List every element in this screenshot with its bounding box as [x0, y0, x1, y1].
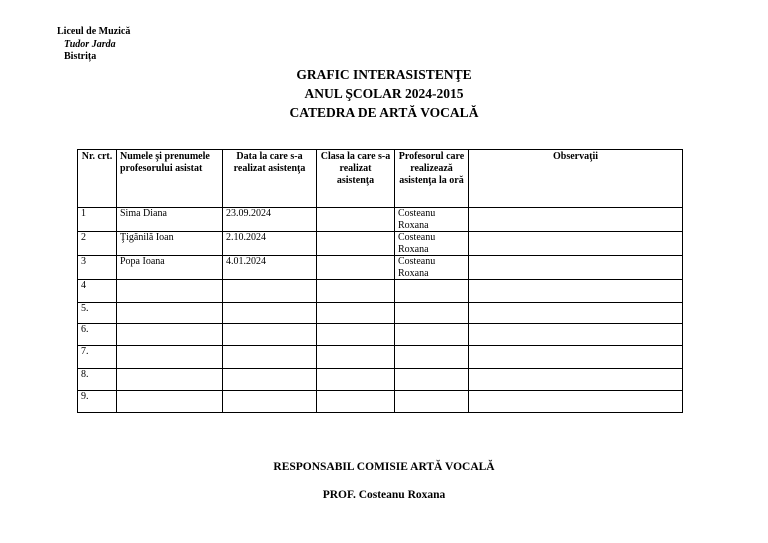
cell-name: [117, 369, 223, 391]
attendance-table: [77, 149, 683, 413]
cell-name: Popa Ioana: [117, 256, 223, 280]
cell-nr: 8.: [78, 369, 117, 391]
cell-class: [317, 232, 395, 256]
cell-name: Sima Diana: [117, 208, 223, 232]
table-row: [78, 232, 683, 256]
cell-class: [317, 303, 395, 324]
school-patron: Tudor Jarda: [64, 38, 116, 50]
cell-observations: [469, 391, 683, 413]
school-name: Liceul de Muzică: [57, 26, 131, 37]
cell-date: [223, 303, 317, 324]
cell-professor: [395, 346, 469, 369]
title-line-2: ANUL ŞCOLAR 2024-2015: [304, 86, 464, 101]
cell-professor: [395, 303, 469, 324]
cell-observations: [469, 280, 683, 303]
responsible-name: PROF. Costeanu Roxana: [322, 489, 446, 501]
cell-date: 4.01.2024: [223, 256, 317, 280]
cell-date: [223, 280, 317, 303]
document-title: [0, 65, 768, 122]
cell-name: [117, 391, 223, 413]
header-nr: Nr. crt.: [78, 150, 117, 208]
cell-observations: [469, 324, 683, 346]
cell-nr: 4: [78, 280, 117, 303]
table-row: [78, 280, 683, 303]
cell-name: [117, 303, 223, 324]
header-date: Data la care s-a realizat asistenţa: [223, 150, 317, 208]
cell-date: [223, 369, 317, 391]
cell-observations: [469, 256, 683, 280]
cell-nr: 7.: [78, 346, 117, 369]
cell-observations: [469, 303, 683, 324]
cell-class: [317, 391, 395, 413]
cell-nr: 9.: [78, 391, 117, 413]
table-row: [78, 391, 683, 413]
table-row: [78, 346, 683, 369]
cell-class: [317, 208, 395, 232]
cell-name: [117, 280, 223, 303]
title-line-1: GRAFIC INTERASISTENŢE: [296, 67, 472, 82]
cell-class: [317, 346, 395, 369]
cell-professor: Costeanu Roxana: [395, 232, 469, 256]
cell-date: [223, 391, 317, 413]
table-row: [78, 369, 683, 391]
cell-observations: [469, 346, 683, 369]
cell-name: Ţigănilă Ioan: [117, 232, 223, 256]
table-row: [78, 303, 683, 324]
cell-professor: [395, 369, 469, 391]
table-row: [78, 324, 683, 346]
cell-name: [117, 346, 223, 369]
cell-professor: [395, 280, 469, 303]
cell-date: [223, 324, 317, 346]
cell-nr: 5.: [78, 303, 117, 324]
cell-nr: 3: [78, 256, 117, 280]
title-line-3: CATEDRA DE ARTĂ VOCALĂ: [289, 105, 479, 120]
cell-nr: 2: [78, 232, 117, 256]
table-row: [78, 256, 683, 280]
cell-date: [223, 346, 317, 369]
cell-professor: Costeanu Roxana: [395, 256, 469, 280]
cell-date: 2.10.2024: [223, 232, 317, 256]
cell-class: [317, 280, 395, 303]
header-professor: Profesorul care realizează asistenţa la oră: [395, 150, 469, 208]
responsible-title: RESPONSABIL COMISIE ARTĂ VOCALĂ: [273, 461, 495, 473]
cell-observations: [469, 369, 683, 391]
cell-professor: Costeanu Roxana: [395, 208, 469, 232]
header-class: Clasa la care s-a realizat asistenţa: [317, 150, 395, 208]
cell-observations: [469, 208, 683, 232]
header-name: Numele şi prenumele profesorului asistat: [117, 150, 223, 208]
cell-observations: [469, 232, 683, 256]
cell-class: [317, 256, 395, 280]
school-header: [57, 26, 130, 64]
cell-nr: 6.: [78, 324, 117, 346]
cell-date: 23.09.2024: [223, 208, 317, 232]
cell-professor: [395, 324, 469, 346]
table-header-row: [78, 150, 683, 208]
table-row: [78, 208, 683, 232]
school-city: Bistrița: [64, 51, 97, 62]
cell-class: [317, 324, 395, 346]
cell-professor: [395, 391, 469, 413]
cell-nr: 1: [78, 208, 117, 232]
cell-class: [317, 369, 395, 391]
header-observations: Observaţii: [469, 150, 683, 208]
cell-name: [117, 324, 223, 346]
